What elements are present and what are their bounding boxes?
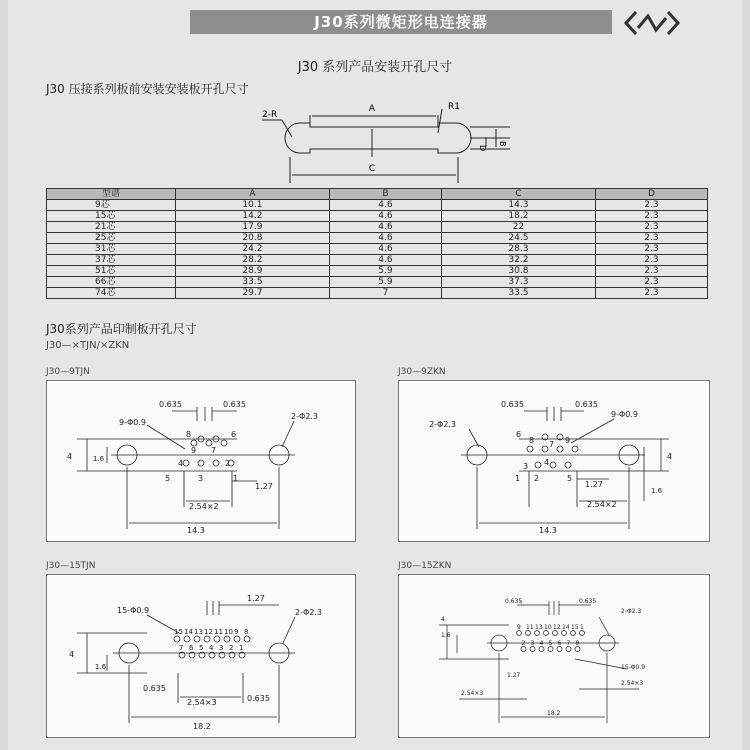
table-row [47,255,708,266]
pin-number: 2 [521,640,526,647]
note-mount-holes: 2-Φ2.3 [291,412,318,421]
pin-number: 7 [566,640,571,647]
table-cell: 2.3 [595,244,707,255]
table-cell: 51芯 [47,266,176,277]
table-cell: 33.5 [441,288,595,299]
note-mount-holes: 2-Φ2.3 [295,608,322,617]
table-cell: 25芯 [47,233,176,244]
dim-2-54x3-right: 2.54×3 [621,680,644,687]
pin-number: 14 [562,624,570,631]
dim-pitch-right: 0.635 [575,400,598,409]
table-cell: 32.2 [441,255,595,266]
table-cell: 18.2 [441,211,595,222]
pin-number: 14 [184,628,193,636]
dim-18-2: 18.2 [193,722,211,731]
pin-number: 6 [231,430,237,439]
panel-9zkn [398,380,710,542]
label-r1: R1 [448,102,460,112]
table-cell: 5.9 [329,266,441,277]
dim-4: 4 [441,616,445,623]
label-b: B [498,141,507,147]
cutout-drawing [0,95,750,187]
table-cell: 24.2 [176,244,330,255]
pin-number: 3 [198,474,204,483]
pin-number: 8 [186,430,192,439]
table-cell: 28.9 [176,266,330,277]
table-header-row [47,189,708,200]
pin-number: 1 [515,474,521,483]
table-cell: 2.3 [595,222,707,233]
pin-number: 7 [179,644,184,652]
panel-15tjn-drawing [47,575,355,737]
dim-18-2: 18.2 [547,710,561,717]
table-cell: 66芯 [47,277,176,288]
pin-number: 2 [229,644,234,652]
table-cell: 74芯 [47,288,176,299]
table-row [47,200,708,211]
table-cell: 14.2 [176,211,330,222]
panel-15tjn [46,574,356,738]
pin-number: 15 [174,628,183,636]
table-cell: 30.8 [441,266,595,277]
column-header: B [329,189,441,200]
table-row [47,222,708,233]
table-cell: 7 [329,288,441,299]
note-holes: 15-Φ0.9 [621,664,646,671]
pin-number: 4 [544,458,550,467]
pin-number: 9 [517,624,521,631]
pin-number: 15 [571,624,579,631]
dim-2-54x3-left: 2.54×3 [461,690,484,697]
table-cell: 2.3 [595,200,707,211]
table-cell: 29.7 [176,288,330,299]
pin-number: 10 [544,624,552,631]
note-mount-holes: 2-Φ2.3 [621,608,642,615]
dim-1-6: 1.6 [93,455,105,463]
sub-title: J30 压接系列板前安装安装板开孔尺寸 [46,82,249,96]
table-cell: 37.3 [441,277,595,288]
table-cell: 2.3 [595,266,707,277]
panel-label-9zkn: J30—9ZKN [398,367,446,377]
table-cell: 2.3 [595,277,707,288]
label-d: D [478,145,487,152]
pin-number: 1 [233,474,239,483]
dim-0-635-right: 0.635 [579,598,597,605]
table-cell: 2.3 [595,211,707,222]
table-row [47,233,708,244]
pin-number: 8 [575,640,580,647]
panel-15zkn-drawing [399,575,709,737]
dim-2-54x3: 2.54×3 [187,698,217,707]
column-header: 型谱 [47,189,176,200]
pin-hole [575,647,580,652]
table-row [47,211,708,222]
column-header: C [441,189,595,200]
dim-0-635-left: 0.635 [505,598,523,605]
table-cell: 21芯 [47,222,176,233]
page-header-title: J30系列微矩形电连接器 [314,13,488,31]
table-cell: 17.9 [176,222,330,233]
pin-hole [214,636,220,642]
pin-number: 6 [189,644,194,652]
pin-number: 6 [516,430,522,439]
pin-number: 5 [165,474,171,483]
panel-15zkn [398,574,710,738]
dim-2-54x2: 2.54×2 [189,502,219,511]
pin-number: 9 [565,436,571,445]
table-cell: 2.3 [595,233,707,244]
table-cell: 22 [441,222,595,233]
table-row [47,277,708,288]
panel-9tjn [46,380,356,542]
pin-hole [544,631,549,636]
pin-hole [548,647,553,652]
column-header: D [595,189,707,200]
dim-1-27: 1.27 [255,482,273,491]
pin-number: 8 [244,628,249,636]
pin-number: 2 [225,459,231,468]
pin-number: 4 [539,640,544,647]
panel-label-9tjn: J30—9TJN [46,367,90,377]
pin-hole [234,636,240,642]
pin-number: 13 [535,624,543,631]
dim-1-27: 1.27 [247,594,265,603]
table-cell: 4.6 [329,244,441,255]
pin-number: 3 [523,462,529,471]
pin-hole [553,631,558,636]
table-cell: 2.3 [595,288,707,299]
dim-0-635-right: 0.635 [247,694,270,703]
panel-label-15tjn: J30—15TJN [46,561,96,571]
dim-4: 4 [67,452,73,461]
panel-9tjn-drawing [47,381,355,541]
dim-4: 4 [69,650,75,659]
note-mount-holes: 2-Φ2.3 [429,420,456,429]
pin-number: 5 [548,640,553,647]
table-cell: 4.6 [329,255,441,266]
pin-number: 9 [191,446,197,455]
table-cell: 28.3 [441,244,595,255]
pin-number: 7 [549,440,555,449]
note-holes: 9-Φ0.9 [119,418,146,427]
table-cell: 20.8 [176,233,330,244]
pin-hole [562,631,567,636]
table-row [47,244,708,255]
dim-1-6: 1.6 [441,632,451,639]
pin-hole [517,631,522,636]
table-cell: 15芯 [47,211,176,222]
pin-hole [204,636,210,642]
pin-hole [521,647,526,652]
pin-number: 3 [530,640,535,647]
table-cell: 28.2 [176,255,330,266]
pin-number: 11 [526,624,534,631]
table-cell: 24.5 [441,233,595,244]
dim-4: 4 [667,452,673,461]
dim-1-27: 1.27 [507,672,521,679]
pin-number: 1 [239,644,244,652]
pin-hole [174,636,180,642]
section-subtitle: J30—×TJN/×ZKN [46,340,130,351]
pin-hole [580,631,585,636]
dim-14-3: 14.3 [187,526,205,535]
pin-number: 3 [219,644,224,652]
table-cell: 37芯 [47,255,176,266]
pin-hole [184,636,190,642]
pin-number: 2 [534,474,540,483]
dim-2-54x2: 2.54×2 [587,500,617,509]
pin-hole [194,636,200,642]
pin-number: 6 [557,640,562,647]
pin-hole [244,636,250,642]
dim-1-6: 1.6 [95,663,107,671]
main-title: J30 系列产品安装开孔尺寸 [297,60,453,75]
dim-0-635-left: 0.635 [143,684,166,693]
pin-number: 9 [234,628,239,636]
pin-number: 8 [529,436,535,445]
pin-hole [224,636,230,642]
mounting-dimensions-table [46,188,708,299]
table-cell: 14.3 [441,200,595,211]
pin-number: 1 [580,624,584,631]
table-cell: 2.3 [595,255,707,266]
label-2r: 2-R [262,110,278,120]
table-cell: 5.9 [329,277,441,288]
pin-number: 13 [194,628,203,636]
pin-number: 7 [211,446,217,455]
company-logo-icon [622,8,682,38]
panel-label-15zkn: J30—15ZKN [398,561,452,571]
table-cell: 31芯 [47,244,176,255]
note-holes: 15-Φ0.9 [117,606,150,615]
dim-1-6: 1.6 [651,487,663,495]
note-holes: 9-Φ0.9 [611,410,638,419]
section-title: J30系列产品印制板开孔尺寸 [46,322,197,336]
pin-hole [539,647,544,652]
pin-hole [535,631,540,636]
label-a: A [368,104,376,114]
pin-number: 5 [199,644,204,652]
dim-14-3: 14.3 [539,526,557,535]
table-cell: 4.6 [329,200,441,211]
table-row [47,266,708,277]
table-cell: 4.6 [329,211,441,222]
dim-pitch-left: 0.635 [159,400,182,409]
pin-number: 12 [204,628,213,636]
table-row [47,288,708,299]
dim-pitch-left: 0.635 [501,400,524,409]
pin-hole [557,647,562,652]
dim-pitch-right: 0.635 [223,400,246,409]
pin-number: 4 [178,459,184,468]
table-cell: 4.6 [329,222,441,233]
table-cell: 33.5 [176,277,330,288]
pin-hole [530,647,535,652]
table-cell: 4.6 [329,233,441,244]
pin-hole [571,631,576,636]
pin-number: 11 [214,628,223,636]
pin-number: 4 [209,644,214,652]
pin-number: 5 [567,474,573,483]
pin-hole [566,647,571,652]
panel-9zkn-drawing [399,381,709,541]
table-cell: 9芯 [47,200,176,211]
pin-number: 12 [553,624,561,631]
table-cell: 10.1 [176,200,330,211]
column-header: A [176,189,330,200]
pin-hole [526,631,531,636]
dim-1-27: 1.27 [585,480,603,489]
label-c: C [368,164,376,174]
pin-number: 10 [224,628,233,636]
